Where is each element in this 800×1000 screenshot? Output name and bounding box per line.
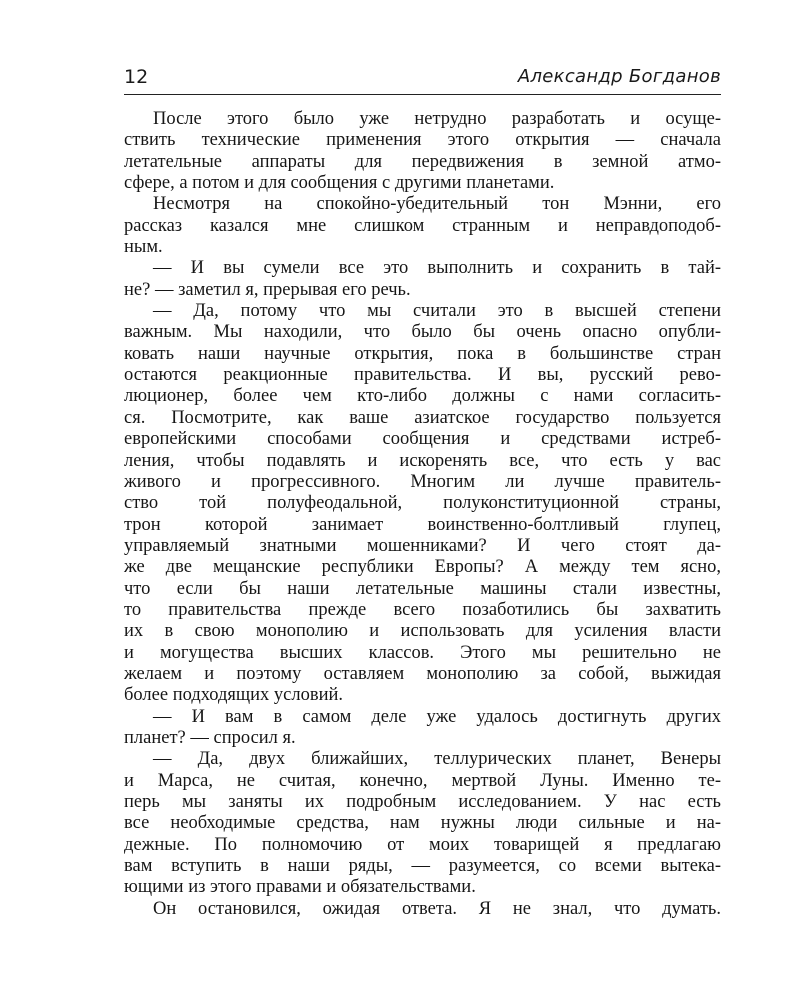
text-line: перь мы заняты их подробным исследованием. У нас есть xyxy=(124,792,721,812)
text-line: — И вы сумели все это выполнить и сохранить в тай- xyxy=(153,258,721,279)
text-line: ствить технические применения этого открытия — сначала xyxy=(124,130,721,151)
text-line: вам вступить в наши ряды, — разумеется, со всеми вытека- xyxy=(124,856,721,877)
text-line: и Марса, не считая, конечно, мертвой Луны. Именно те- xyxy=(124,770,721,791)
text-line: После этого было уже нетрудно разработать и осуще- xyxy=(153,109,721,129)
text-line: более подходящих условий. xyxy=(124,685,344,706)
text-line: и могущества высших классов. Этого мы решительно не xyxy=(124,642,721,663)
text-line: все необходимые средства, нам нужны люди сильные и на- xyxy=(124,813,721,834)
text-line: ство той полуфеодальной, полуконституционной страны, xyxy=(124,493,721,514)
text-line: не? — заметил я, прерывая его речь. xyxy=(124,279,411,300)
text-line: дежные. По полномочию от моих товарищей я предлагаю xyxy=(124,834,721,855)
text-line: то правительства прежде всего позаботились бы захватить xyxy=(124,599,721,620)
text-line: управляемый знатными мошенниками? И чего стоят да- xyxy=(124,535,721,556)
text-line: трон которой занимает воинственно-болтливый глупец, xyxy=(124,514,721,535)
text-line: Несмотря на спокойно-убедительный тон Мэнни, его xyxy=(153,194,721,215)
body-text xyxy=(124,109,721,920)
text-line: Он остановился, ожидая ответа. Я не знал, что думать. xyxy=(153,898,721,919)
text-line: планет? — спросил я. xyxy=(124,727,296,748)
page-number: 12 xyxy=(124,66,149,88)
text-line: рассказ казался мне слишком странным и неправдоподоб- xyxy=(124,215,721,236)
text-line: европейскими способами сообщения и средствами истреб- xyxy=(124,429,721,450)
text-line: ся. Посмотрите, как ваше азиатское государство пользуется xyxy=(124,407,721,428)
text-line: люционер, более чем кто-либо должны с нами согласить- xyxy=(124,386,721,407)
text-line: остаются реакционные правительства. И вы, русский рево- xyxy=(124,365,721,386)
text-line: — Да, потому что мы считали это в высшей степени xyxy=(153,301,721,322)
text-line: их в свою монополию и использовать для усиления власти xyxy=(124,621,721,642)
text-line: желаем и поэтому оставляем монополию за собой, выжидая xyxy=(124,663,721,684)
text-line: живого и прогрессивного. Многим ли лучше правитель- xyxy=(124,471,721,492)
text-line: ным. xyxy=(124,237,163,258)
text-line: сфере, а потом и для сообщения с другими планетами. xyxy=(124,173,555,194)
page-header xyxy=(124,64,721,95)
text-line: важным. Мы находили, что было бы очень опасно опубли- xyxy=(124,322,721,343)
text-line: ления, чтобы подавлять и искоренять все, что есть у вас xyxy=(124,450,721,471)
text-line: — И вам в самом деле уже удалось достигнуть других xyxy=(153,706,721,727)
text-line: летательные аппараты для передвижения в земной атмо- xyxy=(124,151,721,172)
text-line: что если бы наши летательные машины стали известны, xyxy=(124,578,721,599)
text-line: ковать наши научные открытия, пока в большинстве стран xyxy=(124,343,721,364)
text-line: ющими из этого правами и обязательствами. xyxy=(124,877,476,898)
text-line: же две мещанские республики Европы? А между тем ясно, xyxy=(124,557,721,578)
text-line: — Да, двух ближайших, теллурических планет, Венеры xyxy=(153,749,721,770)
running-head-author: Александр Богданов xyxy=(517,66,721,87)
